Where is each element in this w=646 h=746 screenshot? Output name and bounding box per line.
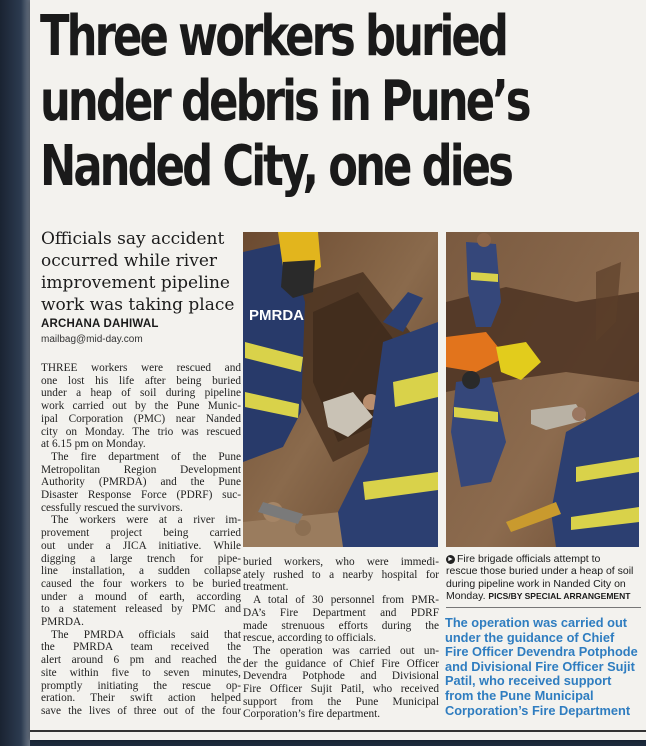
body-line: digging a large trench for pipe- (41, 552, 241, 565)
headline (40, 4, 556, 199)
caption-line: Fire brigade officials attempt to (457, 553, 601, 565)
vest-text: PMRDA (249, 307, 304, 324)
rescue-photo-2 (446, 232, 639, 547)
photo-caption (446, 553, 646, 603)
byline: ARCHANA DAHIWAL (41, 318, 159, 330)
body-line: alert around 6 pm and reached the (41, 654, 241, 667)
body-line: one lost his life after being buried (41, 374, 241, 387)
body-line: Authority (PMRDA) and the Pune (41, 476, 241, 489)
caption-line: rescue those buried under a heap of soil (446, 565, 634, 578)
pull-quote-line: from the Pune Municipal (445, 687, 594, 703)
body-line: the PMRDA team received the (41, 641, 241, 654)
body-line: rescue, according to officials. (243, 632, 377, 645)
body-line: Disaster Response Force (PDRF) suc- (41, 489, 241, 502)
body-column-2 (243, 556, 439, 721)
pull-quote (445, 616, 645, 718)
headline-line: Three workers buried (40, 4, 506, 69)
divider (446, 607, 641, 608)
body-line: out under a JICA initiative. While (41, 539, 241, 552)
body-line: work carried out by the Pune Munic- (41, 400, 241, 413)
deck-line: improvement pipeline (41, 273, 230, 293)
background-edge (0, 0, 30, 746)
body-line: THREE workers were rescued and (41, 362, 241, 374)
body-line: Metropolitan Region Development (41, 463, 241, 476)
body-line: under a heap of soil during pipeline (41, 387, 241, 400)
pull-quote-line: Patil, who received support (445, 673, 612, 689)
body-line: Devendra Potphode and Divisional (243, 670, 439, 683)
rescue-photo-1 (243, 232, 438, 547)
newspaper-page (30, 0, 646, 740)
body-line: cessfully rescued the survivors. (41, 501, 183, 514)
body-line: The operation was carried out un- (253, 644, 439, 657)
body-line: provement project being carried (41, 527, 241, 540)
pull-quote-line: and Divisional Fire Officer Sujit (445, 658, 635, 674)
body-line: eration. Their swift action helped (41, 692, 241, 705)
body-line: der the guidance of Chief Fire Officer (243, 657, 439, 670)
body-line: at 6.15 pm on Monday. (41, 438, 146, 451)
deck-line: Officials say accident (41, 229, 225, 249)
body-line: DA’s Fire Department and PDRF (243, 606, 439, 619)
body-line: treatment. (243, 581, 289, 594)
body-line: city on Monday. The trio was rescued (41, 425, 241, 438)
deck-line: occurred while river (41, 251, 218, 271)
caption-line: during pipeline work in Nanded City on (446, 577, 626, 590)
pull-quote-line: The operation was carried out (445, 615, 628, 630)
body-column-1 (41, 362, 241, 718)
pull-quote-line: under the guidance of Chief (445, 629, 615, 645)
body-line: Corporation’s fire department. (243, 708, 381, 721)
body-line: promptly initiating the rescue op- (41, 679, 241, 692)
photo-credit: PICS/BY SPECIAL ARRANGEMENT (488, 591, 631, 602)
body-line: ipal Corporation (PMC) near Nanded (41, 412, 241, 425)
caption-line: Monday. (446, 590, 486, 603)
deck-line: work was taking place (41, 295, 235, 315)
body-line: buried workers, who were immedi- (243, 556, 439, 568)
caption-bullet-icon: ► (447, 555, 454, 563)
body-line: under a mound of earth, according (41, 590, 241, 603)
pull-quote-line: Fire Officer Devendra Potphode (445, 644, 638, 660)
body-line: Fire Officer Sujit Patil, who received (243, 683, 439, 696)
deck (41, 228, 241, 316)
body-line: The PMRDA officials said that (51, 628, 241, 641)
body-line: A total of 30 personnel from PMR- (253, 594, 439, 607)
body-line: support from the Pune Municipal (243, 695, 439, 708)
author-email: mailbag@mid-day.com (41, 334, 143, 345)
pull-quote-line: Corporation’s Fire Department (445, 702, 631, 718)
body-line: to a statement released by PMC and (41, 603, 241, 616)
body-line: line installation, a sudden collapse (41, 565, 241, 578)
body-line: PMRDA. (41, 616, 85, 629)
body-line: made strenuous efforts during the (243, 619, 439, 632)
body-line: The fire department of the Pune (51, 450, 241, 463)
page-bottom-rule (30, 730, 646, 732)
headline-line: Nanded City, one dies (40, 134, 511, 199)
body-line: save the lives of three out of the four (41, 704, 241, 717)
body-line: site within five to seven minutes, (41, 666, 241, 679)
body-line: The workers were at a river im- (51, 514, 241, 527)
headline-line: under debris in Pune’s (40, 69, 529, 134)
body-line: ately rushed to a nearby hospital for (243, 568, 439, 581)
body-line: caused the four workers to be buried (41, 577, 241, 590)
